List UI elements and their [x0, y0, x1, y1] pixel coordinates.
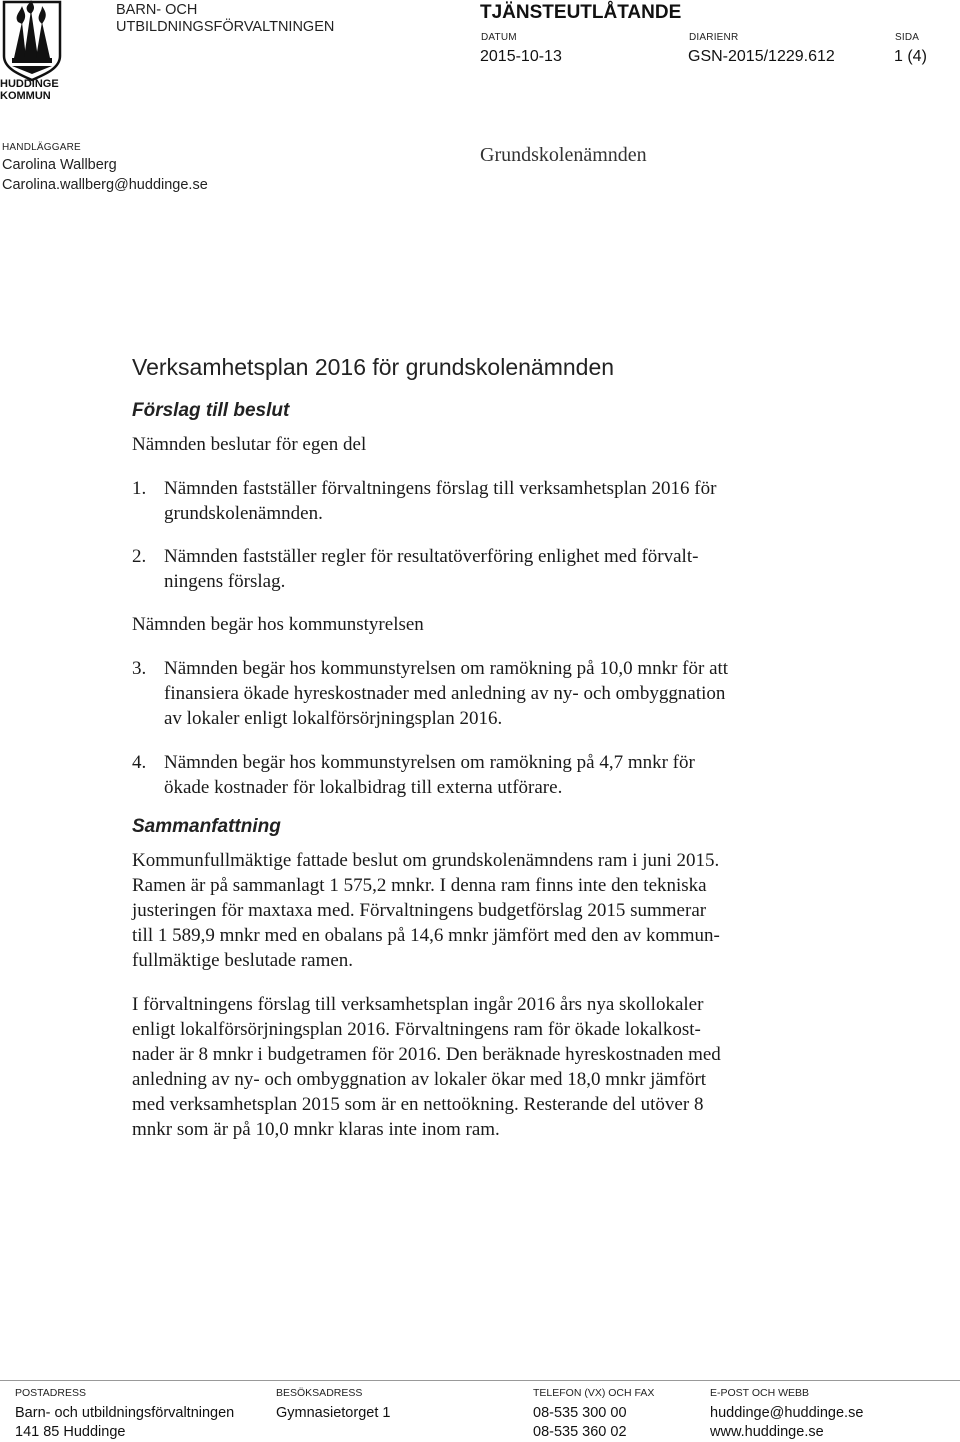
department-line: BARN- OCH: [116, 2, 198, 18]
footer-visit-label: BESÖKSADRESS: [276, 1387, 363, 1399]
paragraph-line: mnkr som är på 10,0 mnkr klaras inte inom ram.: [132, 1119, 500, 1140]
footer-postal-line: Barn- och utbildningsförvaltningen: [15, 1405, 235, 1421]
item-line: av lokaler enligt lokalförsörjningsplan 2016.: [164, 708, 503, 729]
footer-web-label: E-POST OCH WEBB: [710, 1387, 809, 1399]
handler-email: Carolina.wallberg@huddinge.se: [2, 177, 208, 193]
paragraph-line: fullmäktige beslutade ramen.: [132, 950, 354, 971]
handler-name: Carolina Wallberg: [2, 157, 117, 173]
paragraph-line: med verksamhetsplan 2015 som är en nettoökning. Resterande del utöver 8: [132, 1094, 704, 1115]
proposal-item: [132, 476, 822, 526]
summary-heading: Sammanfattning: [132, 816, 281, 837]
diary-number-value: GSN-2015/1229.612: [688, 48, 835, 65]
summary-paragraph: [132, 848, 832, 973]
item-line: ningens förslag.: [164, 571, 286, 592]
date-label: DATUM: [481, 32, 517, 43]
page-label: SIDA: [895, 32, 920, 43]
footer-visit-line: Gymnasietorget 1: [276, 1405, 391, 1421]
paragraph-line: I förvaltningens förslag till verksamhetsplan ingår 2016 års nya skollokaler: [132, 994, 704, 1015]
item-number: 1.: [132, 478, 147, 499]
paragraph-line: anledning av ny- och ombyggnation av lokaler ökar med 18,0 mnkr jämfört: [132, 1069, 707, 1090]
handler-label: HANDLÄGGARE: [2, 142, 81, 153]
proposal-item: [132, 656, 822, 731]
huddinge-logo: [0, 0, 64, 104]
item-number: 4.: [132, 752, 147, 773]
proposal-item: [132, 544, 822, 594]
proposal-intro-ks: Nämnden begär hos kommunstyrelsen: [132, 614, 424, 635]
footer-postal-line: 141 85 Huddinge: [15, 1424, 126, 1440]
footer-email-link[interactable]: huddinge@huddinge.se: [710, 1405, 864, 1421]
item-line: ökade kostnader för lokalbidrag till externa utförare.: [164, 777, 563, 798]
footer-fax-line: 08-535 360 02: [533, 1424, 627, 1440]
footer-phone-line: 08-535 300 00: [533, 1405, 627, 1421]
item-line: Nämnden fastställer regler för resultatöverföring enlighet med förvalt-: [164, 546, 699, 567]
item-line: grundskolenämnden.: [164, 503, 323, 524]
paragraph-line: Ramen är på sammanlagt 1 575,2 mnkr. I denna ram finns inte den tekniska: [132, 875, 707, 896]
recipient: Grundskolenämnden: [480, 144, 647, 166]
footer-web-link[interactable]: www.huddinge.se: [710, 1424, 824, 1440]
paragraph-line: enligt lokalförsörjningsplan 2016. Förvaltningens ram för ökade lokalkost-: [132, 1019, 701, 1040]
footer-divider: [0, 1380, 960, 1381]
item-number: 2.: [132, 546, 147, 567]
paragraph-line: justeringen för maxtaxa med. Förvaltningens budgetförslag 2015 summerar: [132, 900, 707, 921]
proposal-intro-own: Nämnden beslutar för egen del: [132, 434, 367, 455]
proposal-heading: Förslag till beslut: [132, 400, 290, 421]
item-line: Nämnden begär hos kommunstyrelsen om ramökning på 10,0 mnkr för att: [164, 658, 729, 679]
summary-paragraph: [132, 992, 832, 1142]
logo-text-line: HUDDINGE: [0, 78, 59, 90]
footer-postal-label: POSTADRESS: [15, 1387, 86, 1399]
item-line: Nämnden fastställer förvaltningens förslag till verksamhetsplan 2016 för: [164, 478, 717, 499]
logo-text-line: KOMMUN: [0, 90, 51, 102]
proposal-item: [132, 750, 822, 800]
paragraph-line: nader är 8 mnkr i budgetramen för 2016. Den beräknade hyreskostnaden med: [132, 1044, 721, 1065]
footer-phone-label: TELEFON (VX) OCH FAX: [533, 1387, 655, 1399]
item-number: 3.: [132, 658, 147, 679]
paragraph-line: Kommunfullmäktige fattade beslut om grundskolenämndens ram i juni 2015.: [132, 850, 720, 871]
department-name: [116, 2, 334, 36]
document-type: TJÄNSTEUTLÅTANDE: [480, 2, 682, 23]
paragraph-line: till 1 589,9 mnkr med en obalans på 14,6 mnkr jämfört med den av kommun-: [132, 925, 720, 946]
date-value: 2015-10-13: [480, 48, 562, 65]
item-line: Nämnden begär hos kommunstyrelsen om ramökning på 4,7 mnkr för: [164, 752, 695, 773]
department-line: UTBILDNINGSFÖRVALTNINGEN: [116, 19, 335, 35]
item-line: finansiera ökade hyreskostnader med anledning av ny- och ombyggnation: [164, 683, 726, 704]
document-title: Verksamhetsplan 2016 för grundskolenämnden: [132, 354, 615, 380]
diary-number-label: DIARIENR: [689, 32, 739, 43]
page-value: 1 (4): [894, 48, 927, 65]
